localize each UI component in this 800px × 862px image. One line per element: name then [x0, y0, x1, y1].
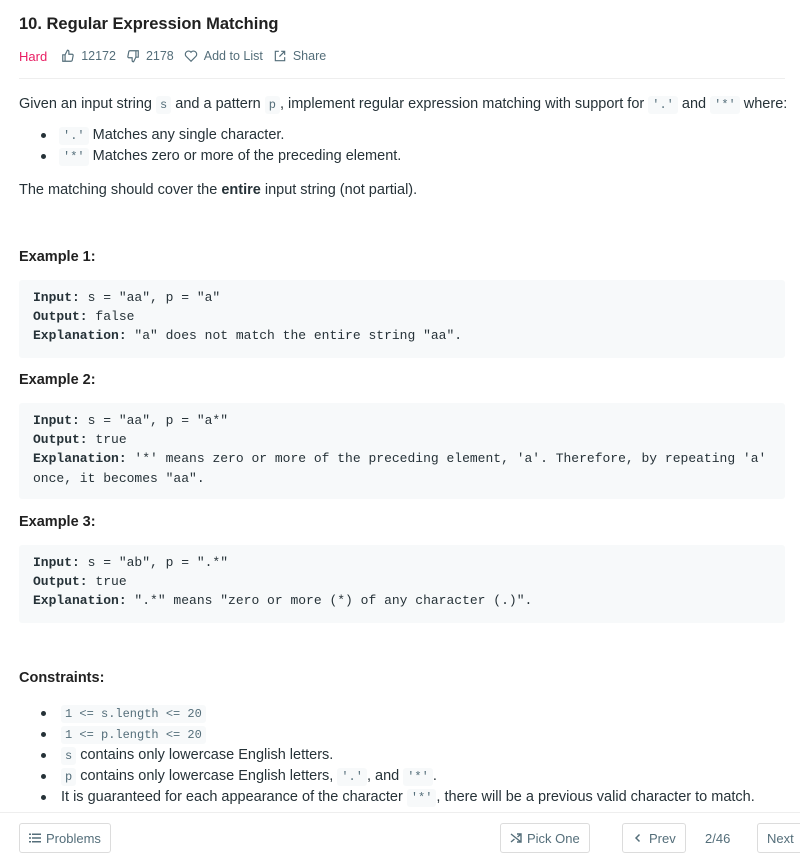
example-2-block	[19, 403, 785, 499]
constraints-list	[19, 703, 789, 808]
explanation-label: Explanation:	[33, 593, 127, 609]
thumbs-up-icon	[61, 49, 75, 63]
example-input: s = "aa", p = "a*"	[79, 413, 229, 428]
output-label: Output:	[33, 432, 88, 448]
inline-code: p	[61, 768, 76, 786]
inline-code-dot: '.'	[648, 96, 678, 114]
inline-code: '*'	[403, 768, 433, 786]
example-3-heading: Example 3:	[19, 514, 96, 530]
example-input: s = "ab", p = ".*"	[79, 555, 229, 570]
problems-button[interactable]	[19, 823, 111, 853]
shuffle-icon	[510, 832, 522, 844]
example-explanation-wrap: once, it becomes "aa".	[33, 470, 205, 486]
page-indicator: 2/46	[705, 831, 731, 846]
explanation-label: Explanation:	[33, 451, 127, 467]
list-item-text: It is guaranteed for each appearance of the character	[61, 789, 407, 805]
input-label: Input:	[33, 413, 80, 428]
problem-meta	[19, 47, 336, 65]
inline-code-s: s	[156, 96, 171, 114]
output-label: Output:	[33, 309, 88, 325]
example-3-block	[19, 545, 785, 623]
description-paragraph-1	[19, 94, 789, 115]
example-input: s = "aa", p = "a"	[79, 290, 221, 305]
example-2-heading: Example 2:	[19, 372, 96, 388]
like-count: 12172	[81, 49, 116, 63]
header-divider	[19, 78, 785, 79]
description-paragraph-2	[19, 180, 789, 200]
input-label: Input:	[33, 555, 80, 570]
inline-code: s	[61, 747, 76, 765]
inline-code-p: p	[265, 96, 280, 114]
share-icon	[273, 49, 287, 63]
operator-list	[19, 125, 789, 167]
add-to-list-label: Add to List	[203, 49, 263, 63]
pick-one-label: Pick One	[527, 830, 580, 846]
inline-code: '.'	[337, 768, 367, 786]
list-item	[19, 745, 789, 766]
desc-text: and	[677, 96, 711, 112]
footer-bar	[0, 812, 800, 862]
list-item	[19, 703, 789, 724]
list-item-text: , and	[366, 768, 404, 784]
list-item-text: contains only lowercase English letters,	[76, 768, 338, 784]
list-item-text: , there will be a previous valid character to match.	[436, 789, 755, 805]
desc-text: input string (not partial).	[260, 182, 418, 198]
constraints-heading: Constraints:	[19, 670, 105, 686]
list-item	[19, 125, 789, 146]
problem-title: 10. Regular Expression Matching	[19, 15, 279, 33]
example-1-block	[19, 280, 785, 358]
example-explanation: '*' means zero or more of the preceding element, 'a'. Therefore, by repeating 'a'	[126, 451, 767, 467]
list-icon	[29, 832, 41, 844]
list-item	[19, 787, 789, 808]
example-output: false	[87, 309, 135, 325]
prev-label: Prev	[649, 830, 676, 846]
output-label: Output:	[33, 574, 88, 590]
desc-text: and a pattern	[171, 96, 265, 112]
input-label: Input:	[33, 290, 80, 305]
chevron-left-icon	[632, 832, 644, 844]
desc-bold: entire	[221, 182, 261, 198]
desc-text: Given an input string	[19, 96, 157, 112]
list-item-text: .	[432, 768, 437, 784]
example-explanation: "a" does not match the entire string "aa".	[126, 328, 463, 344]
example-output: true	[87, 432, 127, 448]
list-item-text: Matches zero or more of the preceding element.	[88, 148, 402, 164]
problems-label: Problems	[46, 830, 101, 846]
add-to-list-button[interactable]	[184, 49, 263, 63]
explanation-label: Explanation:	[33, 328, 127, 344]
list-item	[19, 146, 789, 167]
heart-icon	[184, 49, 198, 63]
desc-text: The matching should cover the	[19, 182, 222, 198]
example-1-heading: Example 1:	[19, 249, 96, 265]
example-explanation: ".*" means "zero or more (*) of any character (.)".	[126, 593, 533, 609]
dislike-count: 2178	[145, 49, 174, 63]
inline-code: 1 <= s.length <= 20	[61, 705, 206, 723]
list-item-text: contains only lowercase English letters.	[76, 747, 334, 763]
next-label: Next	[767, 830, 794, 846]
example-output: true	[87, 574, 127, 590]
like-button[interactable]	[61, 49, 116, 63]
pick-one-button[interactable]	[500, 823, 590, 853]
inline-code: '*'	[59, 148, 89, 166]
inline-code: '.'	[59, 127, 89, 145]
prev-button[interactable]	[622, 823, 686, 853]
list-item-text: Matches any single character.	[88, 127, 285, 143]
next-button[interactable]	[757, 823, 800, 853]
inline-code: '*'	[407, 789, 437, 807]
desc-text: where:	[739, 96, 788, 112]
difficulty-badge: Hard	[19, 48, 48, 64]
thumbs-down-icon	[126, 49, 140, 63]
dislike-button[interactable]	[126, 49, 174, 63]
share-label: Share	[292, 49, 327, 63]
list-item	[19, 766, 789, 787]
share-button[interactable]	[273, 49, 326, 63]
problem-description	[19, 94, 789, 200]
inline-code-star: '*'	[710, 96, 740, 114]
desc-text: , implement regular expression matching with support for	[279, 96, 649, 112]
inline-code: 1 <= p.length <= 20	[61, 726, 206, 744]
list-item	[19, 724, 789, 745]
